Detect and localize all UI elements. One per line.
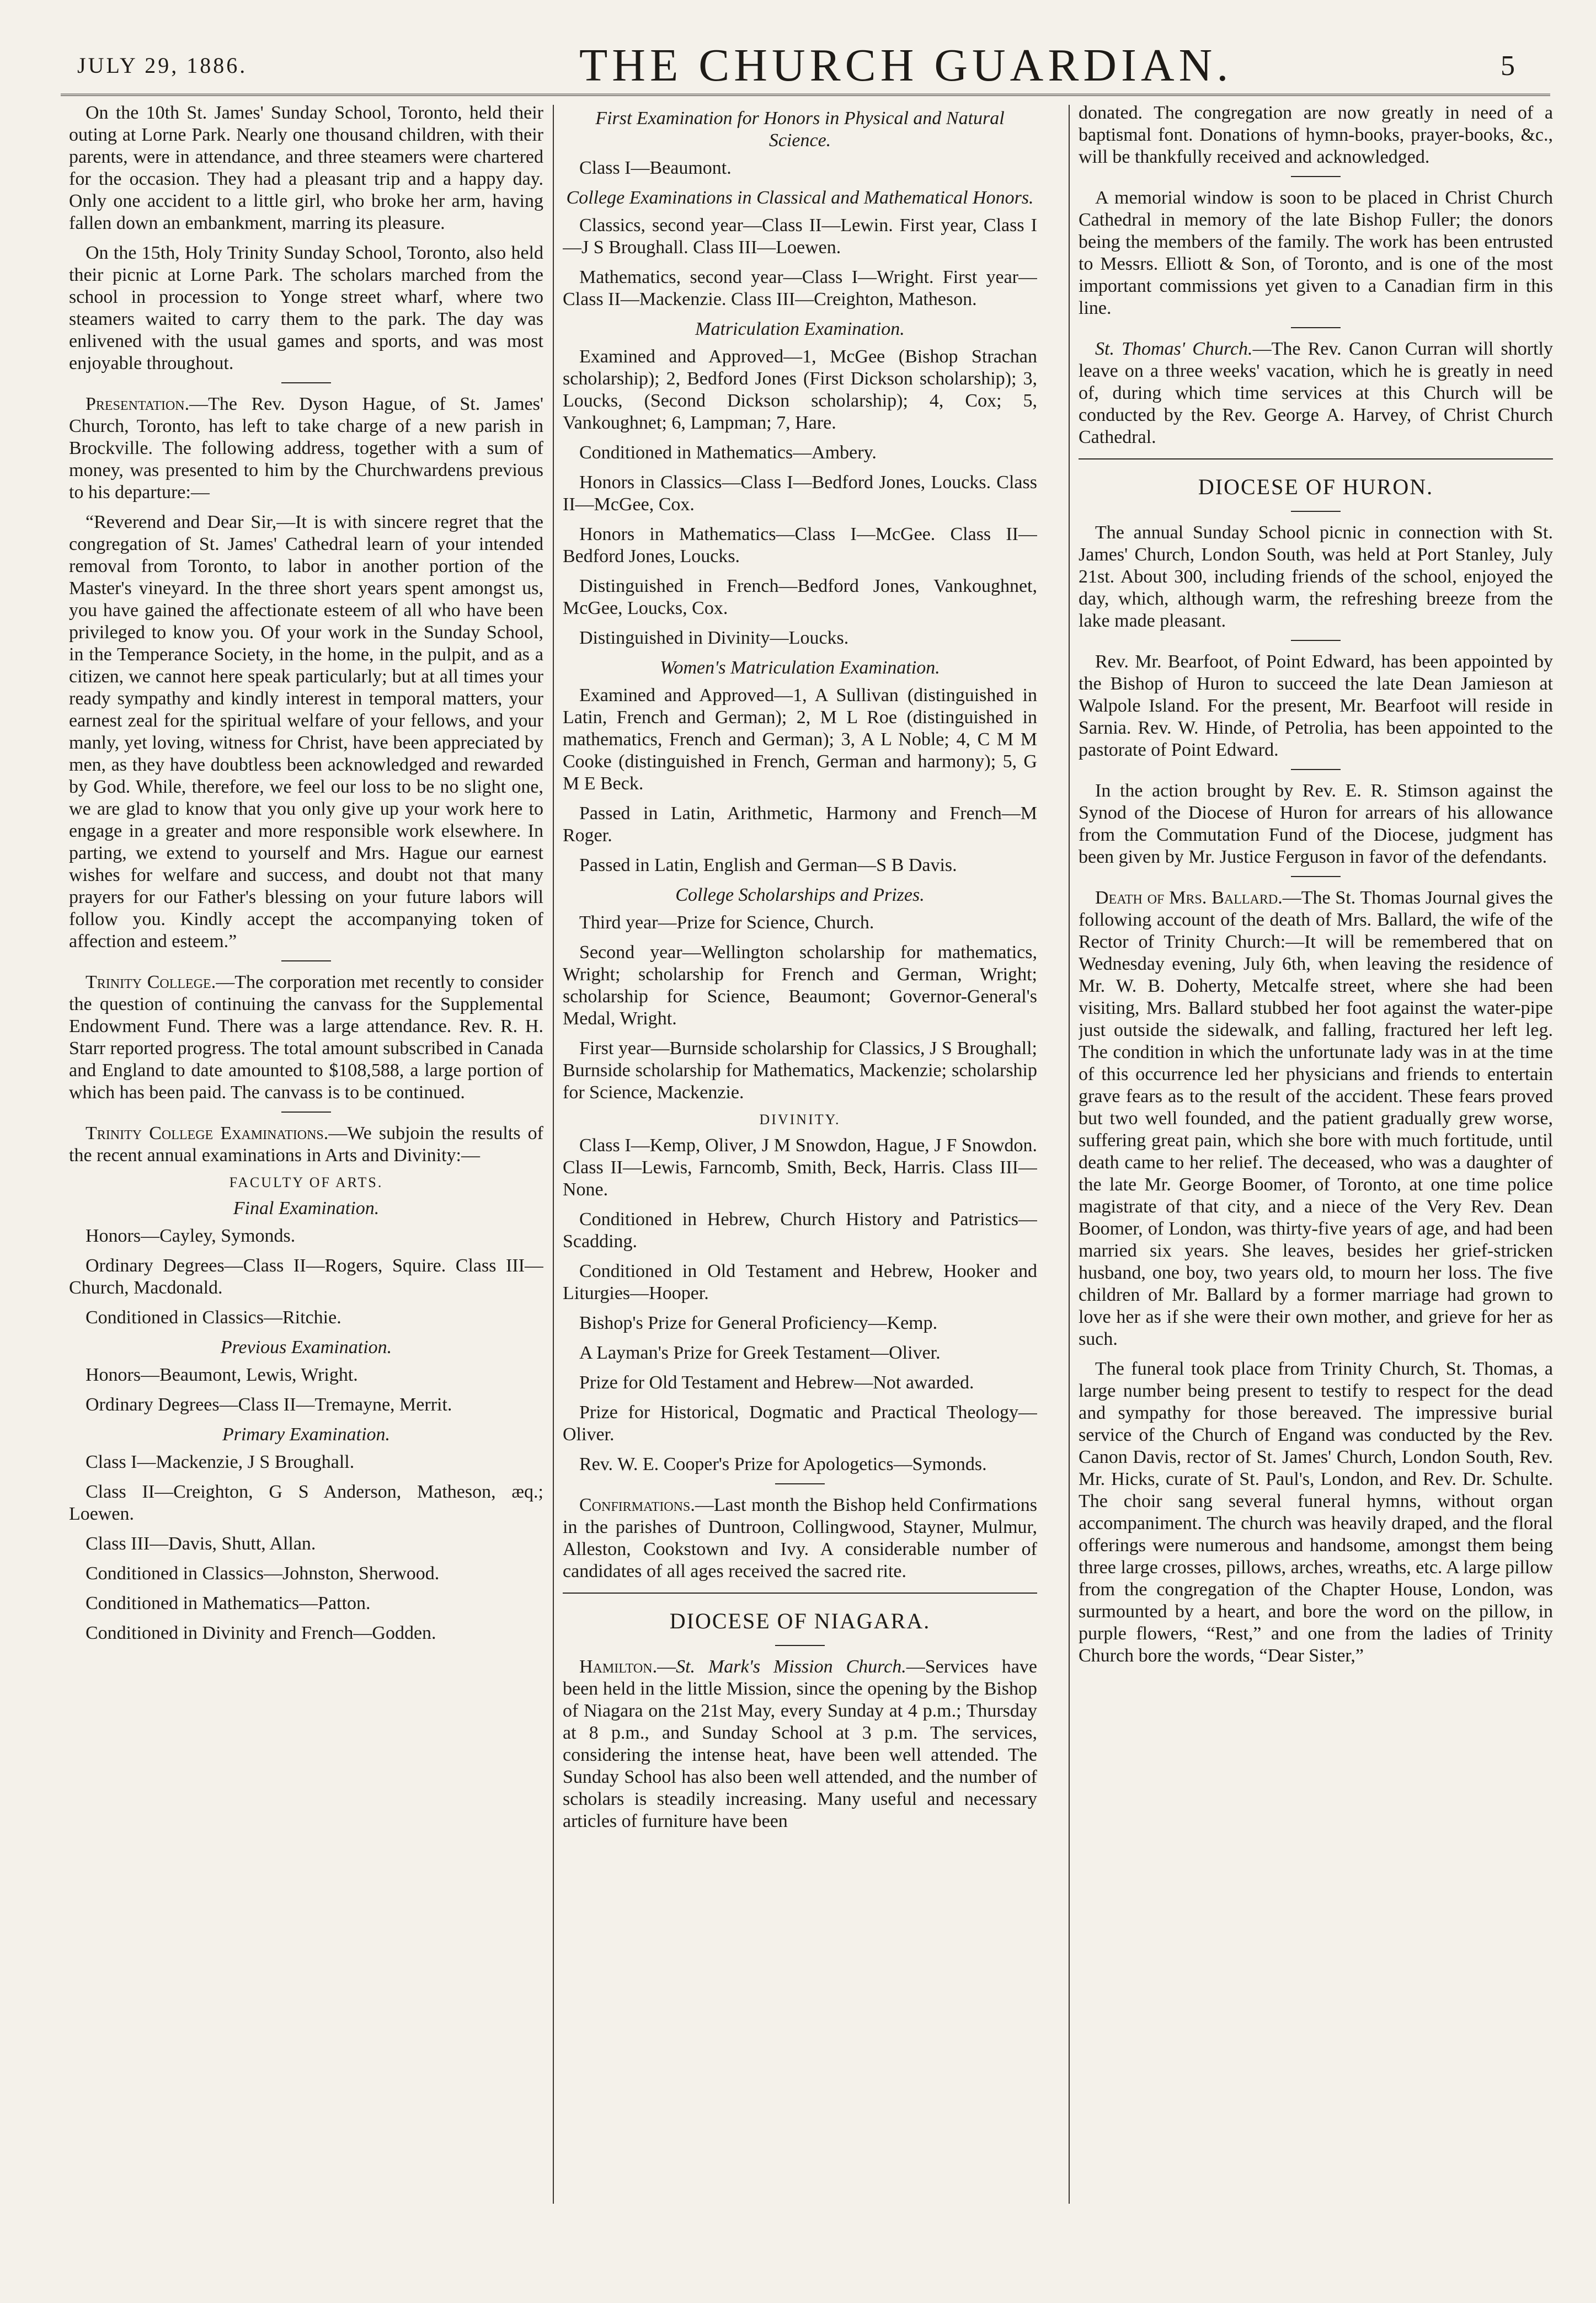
article-lead: St. Thomas' Church. — [1095, 339, 1253, 359]
section-divider — [1291, 876, 1341, 877]
list-item: Honors—Cayley, Symonds. — [86, 1226, 296, 1246]
subheading: Previous Examination. — [220, 1337, 392, 1358]
masthead-rule — [61, 94, 1550, 96]
newspaper-title: THE CHURCH GUARDIAN. — [579, 40, 1233, 91]
list-item: Conditioned in Classics—Johnston, Sherwood. — [86, 1563, 440, 1584]
list-item: Conditioned in Hebrew, Church History and Patristics—Scadding. — [563, 1209, 1037, 1252]
section-divider — [1291, 640, 1341, 641]
section-heading: DIOCESE OF HURON. — [1198, 474, 1434, 499]
subheading: Final Examination. — [233, 1198, 380, 1219]
list-item: Honors in Classics—Class I—Bedford Jones, Loucks. Class II—McGee, Cox. — [563, 472, 1037, 515]
section-divider — [281, 1112, 331, 1113]
list-item: Bishop's Prize for General Proficiency—Kemp. — [579, 1313, 938, 1333]
article-paragraph: Trinity College Examinations.—We subjoin the results of the recent annual examinations in Arts and Divinity:— — [69, 1123, 543, 1166]
subheading: First Examination for Honors in Physical and Natural Science. — [595, 108, 1005, 151]
list-item: Passed in Latin, English and German—S B Davis. — [579, 855, 957, 875]
list-item: Distinguished in French—Bedford Jones, Vankoughnet, McGee, Loucks, Cox. — [563, 576, 1037, 618]
article-lead: Hamilton. — [579, 1657, 658, 1677]
list-item: Ordinary Degrees—Class II—Rogers, Squire. Class III—Church, Macdonald. — [69, 1255, 543, 1298]
list-item: Class III—Davis, Shutt, Allan. — [86, 1533, 316, 1554]
section-divider — [1291, 769, 1341, 770]
article-paragraph: The annual Sunday School picnic in connection with St. James' Church, London South, was held at Port Stanley, July 21st. About 300, including friends of the school, enjoyed the day, which, although warm, the refreshing breeze from the lake made pleasant. — [1079, 522, 1553, 631]
article-paragraph: donated. The congregation are now greatly in need of a baptismal font. Donations of hymn-books, prayer-books, &c., will be thankfully received and acknowledged. — [1079, 103, 1553, 167]
article-paragraph: A memorial window is soon to be placed in Christ Church Cathedral in memory of the late Bishop Fuller; the donors being the members of the family. The work has been entrusted to Messrs. Elliott & Son, of Toronto, and is one of the most important commissions yet given to a Canadian firm in this line. — [1079, 188, 1553, 318]
masthead — [61, 22, 1550, 105]
list-item: Class II—Creighton, G S Anderson, Matheson, æq.; Loewen. — [69, 1482, 543, 1524]
column-3 — [1079, 102, 1553, 2187]
list-item: Classics, second year—Class II—Lewin. First year, Class I—J S Broughall. Class III—Loewen. — [563, 215, 1037, 258]
section-divider — [563, 1593, 1037, 1594]
subheading: Women's Matriculation Examination. — [660, 658, 940, 678]
list-item: Class I—Beaumont. — [579, 158, 732, 178]
subheading: College Scholarships and Prizes. — [675, 885, 925, 905]
subheading: Matriculation Examination. — [695, 319, 905, 339]
list-item: Conditioned in Mathematics—Ambery. — [579, 442, 877, 463]
section-divider — [1079, 458, 1553, 459]
list-item: Conditioned in Mathematics—Patton. — [86, 1593, 371, 1613]
section-heading: DIOCESE OF NIAGARA. — [669, 1609, 931, 1633]
section-divider — [775, 1645, 825, 1646]
article-lead: Trinity College. — [86, 972, 216, 992]
article-paragraph: Confirmations.—Last month the Bishop held Confirmations in the parishes of Duntroon, Collingwood, Stayner, Mulmur, Alleston, Cookstown and Ivy. A considerable number of candidates of all ages received the sacred rite. — [563, 1495, 1037, 1581]
list-item: Rev. W. E. Cooper's Prize for Apologetics—Symonds. — [579, 1454, 987, 1474]
list-item: First year—Burnside scholarship for Classics, J S Broughall; Burnside scholarship for Mathematics, Mackenzie; scholarship for Science, Mackenzie. — [563, 1038, 1037, 1103]
article-paragraph: On the 15th, Holy Trinity Sunday School, Toronto, also held their picnic at Lorne Park. The scholars marched from the school in procession to Yonge street wharf, where two steamers waited to carry them to the park. The day was enlivened with the usual games and sports, and was most enjoyable throughout. — [69, 243, 543, 373]
list-item: Honors in Mathematics—Class I—McGee. Class II—Bedford Jones, Loucks. — [563, 524, 1037, 567]
address-text: “Reverend and Dear Sir,—It is with sincere regret that the congregation of St. James' Cathedral learn of your intended removal from Toronto, to labor in another portion of the Master's vineyard. In the three short years spent amongst us, you have gained the affectionate esteem of all who have been privileged to know you. Of your work in the Sunday School, in the Temperance Society, in the home, in the pulpit, and as a citizen, we cannot here speak particularly; but at all times your ready sympathy and kindly interest in temporal matters, your earnest zeal for the spiritual welfare of your fellows, and your manly, yet loving, witness for Christ, have been appreciated by men, as they have doubtless been acknowledged and rewarded by God. While, therefore, we feel our loss to be no slight one, we are glad to know that you only give up your work here to engage in a greater and more responsible work elsewhere. In parting, we extend to yourself and Mrs. Hague our earnest wishes for welfare and success, and doubt not that many prayers for our Father's blessing on your future labors will follow you. Kindly accept the accompanying token of affection and esteem.” — [69, 512, 543, 952]
article-paragraph: Death of Mrs. Ballard.—The St. Thomas Journal gives the following account of the death of Mrs. Ballard, the wife of the Rector of Trinity Church:—It will be remembered that on Wednesday evening, July 6th, when leaving the residence of Mr. W. B. Doherty, Metcalfe street, where she had been visiting, Mrs. Ballard stubbed her foot against the water-pipe just outside the sidewalk, and falling, fractured her left leg. The condition in which the unfortunate lady was in at the time of this occurrence led her physicians and friends to entertain grave fears as to the result of the accident. These fears proved but two well founded, and the patient gradually grew worse, suffering great pain, which she bore with much fortitude, until death came to her relief. The deceased, who was a daughter of the late Mr. George Boomer, of Toronto, at one time police magistrate of that city, and a niece of the Very Rev. Dean Boomer, of London, was thirty-five years of age, and had been married six years. She leaves, besides her grief-stricken husband, one boy, two years old, to mourn her loss. The five children of Mr. Ballard by a former marriage had grown to love her as if she were their own mother, and grieve for her as such. — [1079, 888, 1553, 1349]
issue-date: JULY 29, 1886. — [77, 53, 248, 78]
list-item: Class I—Kemp, Oliver, J M Snowdon, Hague, J F Snowdon. Class II—Lewis, Farncomb, Smith, Beck, Harris. Class III—None. — [563, 1135, 1037, 1200]
list-item: Passed in Latin, Arithmetic, Harmony and French—M Roger. — [563, 803, 1037, 846]
article-paragraph: Presentation.—The Rev. Dyson Hague, of St. James' Church, Toronto, has left to take charge of a new parish in Brockville. The following address, together with a sum of money, was presented to him by the Churchwardens previous to his departure:— — [69, 394, 543, 503]
article-lead: Presentation. — [86, 394, 190, 414]
article-lead: Confirmations. — [579, 1495, 695, 1515]
list-item: Second year—Wellington scholarship for mathematics, Wright; scholarship for French and German, Wright; scholarship for Science, Beaumont; Governor-General's Medal, Wright. — [563, 942, 1037, 1029]
subheading: DIVINITY. — [759, 1112, 841, 1128]
article-paragraph: The funeral took place from Trinity Church, St. Thomas, a large number being present to testify to respect for the dead and sympathy for those bereaved. The impressive burial service of the Church of Engand was conducted by the Rev. Canon Davis, rector of St. James' Church, London South, Rev. Mr. Hicks, curate of St. Paul's, London, and Rev. Dr. Schulte. The choir sang several funeral hymns, without organ accompaniment. The church was heavily draped, and the floral offerings were numerous and handsome, amongst them being three large crosses, pillows, arches, wreaths, etc. A large pillow from the congregation of the Chapter House, London, was surmounted by a heart, and bore the word on the pillow, in purple flowers, “Rest,” and one from the ladies of Trinity Church bore the words, “Dear Sister,” — [1079, 1359, 1553, 1666]
list-item: Third year—Prize for Science, Church. — [579, 912, 874, 933]
section-divider — [1291, 511, 1341, 512]
list-item: Mathematics, second year—Class I—Wright. First year—Class II—Mackenzie. Class III—Creighton, Matheson. — [563, 267, 1037, 309]
list-item: Conditioned in Classics—Ritchie. — [86, 1307, 341, 1328]
article-paragraph: Hamilton.—St. Mark's Mission Church.—Services have been held in the little Mission, since the opening by the Bishop of Niagara on the 21st May, every Sunday at 4 p.m.; Thursday at 8 p.m., and Sunday School at 3 p.m. The services, considering the intense heat, have been well attended. The Sunday School has also been well attended, and the number of scholars is steadily increasing. Many useful and necessary articles of furniture have been — [563, 1657, 1037, 1831]
article-lead: Trinity College Examinations. — [86, 1123, 329, 1144]
column-divider — [553, 105, 554, 2204]
article-paragraph: Trinity College.—The corporation met recently to consider the question of continuing the canvass for the Supplemental Endowment Fund. There was a large attendance. Rev. R. H. Starr reported progress. The total amount subscribed in Canada and England to date amounted to $108,588, a large portion of which has been paid. The canvass is to be continued. — [69, 972, 543, 1103]
list-item: Prize for Old Testament and Hebrew—Not awarded. — [579, 1372, 974, 1393]
article-lead: Death of Mrs. Ballard. — [1095, 888, 1283, 908]
list-item: Honors—Beaumont, Lewis, Wright. — [86, 1365, 358, 1385]
section-divider — [1291, 176, 1341, 177]
subheading: Primary Examination. — [222, 1424, 391, 1445]
list-item: A Layman's Prize for Greek Testament—Oliver. — [579, 1343, 941, 1363]
column-1 — [69, 102, 543, 2187]
subheading: FACULTY OF ARTS. — [229, 1174, 383, 1190]
article-paragraph: In the action brought by Rev. E. R. Stimson against the Synod of the Diocese of Huron for arrears of his allowance from the Commutation Fund of the Diocese, judgment has been given by Mr. Justice Ferguson in favor of the defendants. — [1079, 781, 1553, 867]
column-2 — [563, 102, 1037, 2187]
list-item: Examined and Approved—1, A Sullivan (distinguished in Latin, French and German); 2, M L Roe (distinguished in mathematics, French and German); 3, A L Noble; 4, C M M Cooke (distinguished in French, German and harmony); 5, G M E Beck. — [563, 685, 1037, 794]
list-item: Prize for Historical, Dogmatic and Practical Theology—Oliver. — [563, 1402, 1037, 1445]
section-divider — [281, 960, 331, 961]
list-item: Distinguished in Divinity—Loucks. — [579, 628, 849, 648]
section-divider — [281, 382, 331, 383]
list-item: Class I—Mackenzie, J S Broughall. — [86, 1452, 355, 1472]
article-paragraph: On the 10th St. James' Sunday School, Toronto, held their outing at Lorne Park. Nearly one thousand children, with their parents, were in attendance, and three steamers were chartered for the occasion. They had a pleasant trip and a happy day. Only one accident to a little girl, who broke her arm, having fallen down an embankment, marring its pleasure. — [69, 103, 543, 233]
list-item: Ordinary Degrees—Class II—Tremayne, Merrit. — [86, 1394, 452, 1415]
article-paragraph: St. Thomas' Church.—The Rev. Canon Curran will shortly leave on a three weeks' vacation, which he is greatly in need of, during which time services at this Church will be conducted by the Rev. George A. Harvey, of Christ Church Cathedral. — [1079, 339, 1553, 447]
page-number: 5 — [1501, 50, 1515, 82]
section-divider — [1291, 327, 1341, 328]
subheading: College Examinations in Classical and Mathematical Honors. — [566, 188, 1034, 208]
section-divider — [775, 1483, 825, 1484]
article-paragraph: Rev. Mr. Bearfoot, of Point Edward, has been appointed by the Bishop of Huron to succeed the late Dean Jamieson at Walpole Island. For the present, Mr. Bearfoot will reside in Sarnia. Rev. W. Hinde, of Petrolia, has been appointed to the pastorate of Point Edward. — [1079, 651, 1553, 760]
list-item: Conditioned in Divinity and French—Godden. — [86, 1623, 436, 1643]
column-divider — [1069, 105, 1070, 2204]
list-item: Conditioned in Old Testament and Hebrew, Hooker and Liturgies—Hooper. — [563, 1261, 1037, 1303]
list-item: Examined and Approved—1, McGee (Bishop Strachan scholarship); 2, Bedford Jones (First Dickson scholarship); 3, Loucks, (Second Dickson scholarship); 4, Cox; 5, Vankoughnet; 6, Lampman; 7, Hare. — [563, 346, 1037, 433]
